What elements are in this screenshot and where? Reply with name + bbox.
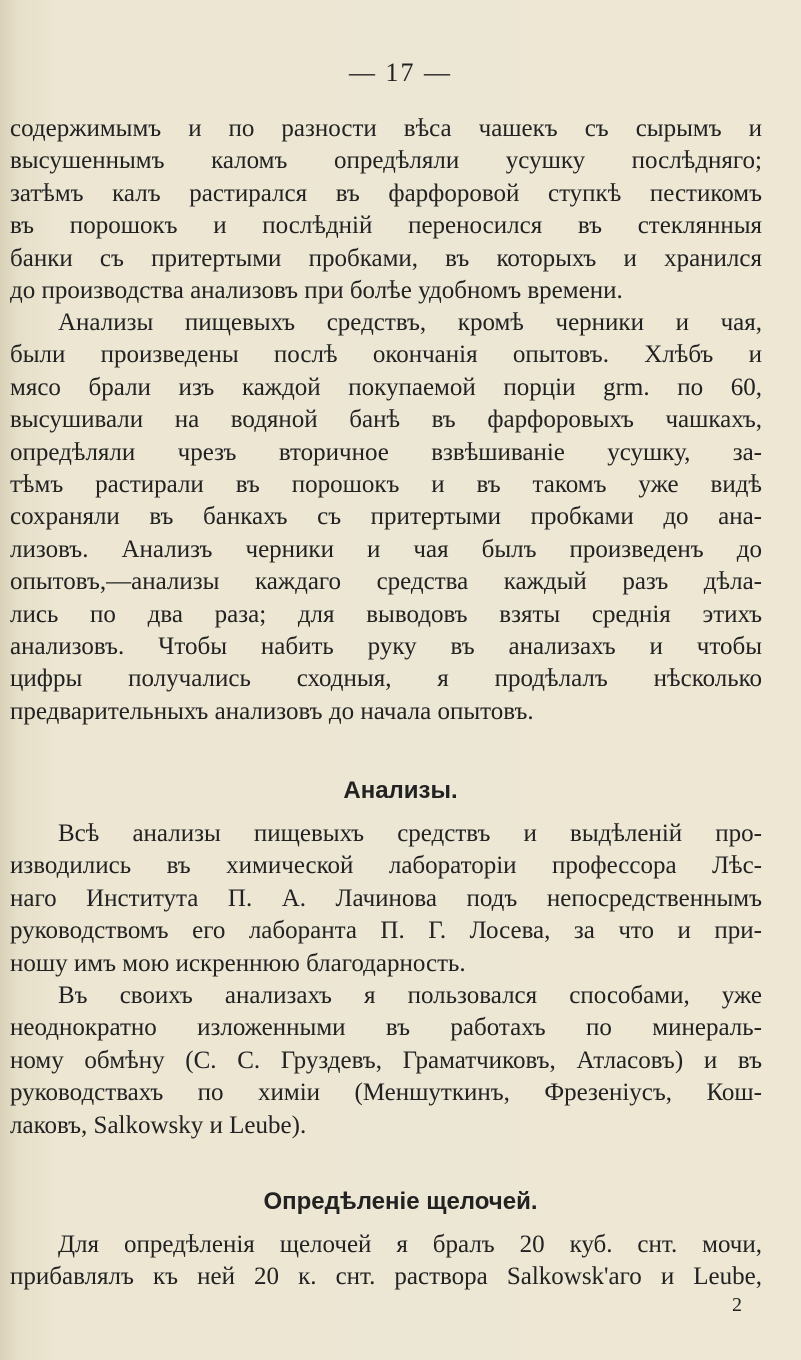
text-line: лаковъ, Salkowsky и Leube).	[10, 1111, 307, 1139]
text-line: анализовъ. Чтобы набить руку въ анализахъ и чтобы	[10, 632, 762, 660]
paragraph-1	[10, 113, 762, 307]
text-line: Анализы пищевыхъ средствъ, кромѣ черники и чая,	[58, 309, 762, 336]
text-line: высушеннымъ каломъ опредѣляли усушку послѣдняго;	[10, 147, 762, 175]
text-line: неоднократно изложенными въ работахъ по минераль-	[10, 1014, 762, 1042]
text-line: содержимымъ и по разности вѣса чашекъ съ сырымъ и	[10, 115, 762, 142]
paragraph-3	[10, 818, 762, 980]
section-heading-analyses: Анализы.	[343, 777, 458, 804]
page-number: — 17 —	[349, 58, 452, 87]
text-line: до производства анализовъ при болѣе удобномъ времени.	[10, 276, 623, 304]
text-line: лизовъ. Анализъ черники и чая былъ произведенъ до	[10, 535, 762, 563]
text-line: лись по два раза; для выводовъ взяты среднія этихъ	[10, 600, 762, 628]
text-line: въ порошокъ и послѣдній переносился въ стеклянныя	[10, 212, 762, 240]
text-line: прибавлялъ къ ней 20 к. снт. раствора Salkowsk'аго и Leube,	[10, 1263, 762, 1291]
text-line: Въ своихъ анализахъ я пользовался способами, уже	[58, 982, 762, 1009]
text-line: высушивали на водяной банѣ въ фарфоровыхъ чашкахъ,	[10, 406, 762, 434]
text-line: ношу имъ мою искреннюю благодарность.	[10, 949, 466, 977]
paragraph-5	[10, 1229, 762, 1294]
text-line: сохраняли въ банкахъ съ притертыми пробками до ана-	[10, 503, 762, 531]
text-line: ному обмѣну (С. С. Груздевъ, Граматчиковъ, Атласовъ) и въ	[10, 1046, 762, 1074]
paragraph-2	[10, 307, 762, 728]
paragraph-4	[10, 980, 762, 1142]
text-line: руководствомъ его лаборанта П. Г. Лосева, за что и при-	[10, 917, 762, 945]
text-line: затѣмъ калъ растирался въ фарфоровой ступкѣ пестикомъ	[10, 179, 762, 207]
text-line: Всѣ анализы пищевыхъ средствъ и выдѣленій про-	[58, 820, 762, 847]
section-heading-alkali: Опредѣленіе щелочей.	[263, 1188, 538, 1215]
text-line: изводились въ химической лабораторіи профессора Лѣс-	[10, 852, 762, 880]
text-line: предварительныхъ анализовъ до начала опытовъ.	[10, 697, 534, 725]
signature-mark: 2	[732, 1294, 742, 1316]
text-line: тѣмъ растирали въ порошокъ и въ такомъ уже видѣ	[10, 470, 762, 498]
text-line: мясо брали изъ каждой покупаемой порціи grm. по 60,	[10, 373, 762, 401]
text-line: опытовъ,—анализы каждаго средства каждый разъ дѣла-	[10, 568, 762, 596]
text-line: наго Института П. А. Лачинова подъ непосредственнымъ	[10, 884, 762, 912]
text-line: руководствахъ по химіи (Меншуткинъ, Фрезеніусъ, Кош-	[10, 1079, 762, 1107]
text-line: банки съ притертыми пробками, въ которыхъ и хранился	[10, 244, 762, 272]
text-line: были произведены послѣ окончанія опытовъ. Хлѣбъ и	[10, 341, 762, 369]
text-line: опредѣляли чрезъ вторичное взвѣшиваніе усушку, за-	[10, 438, 762, 466]
text-line: цифры получались сходныя, я продѣлалъ нѣсколько	[10, 665, 762, 693]
text-line: Для опредѣленія щелочей я бралъ 20 куб. снт. мочи,	[58, 1231, 762, 1258]
